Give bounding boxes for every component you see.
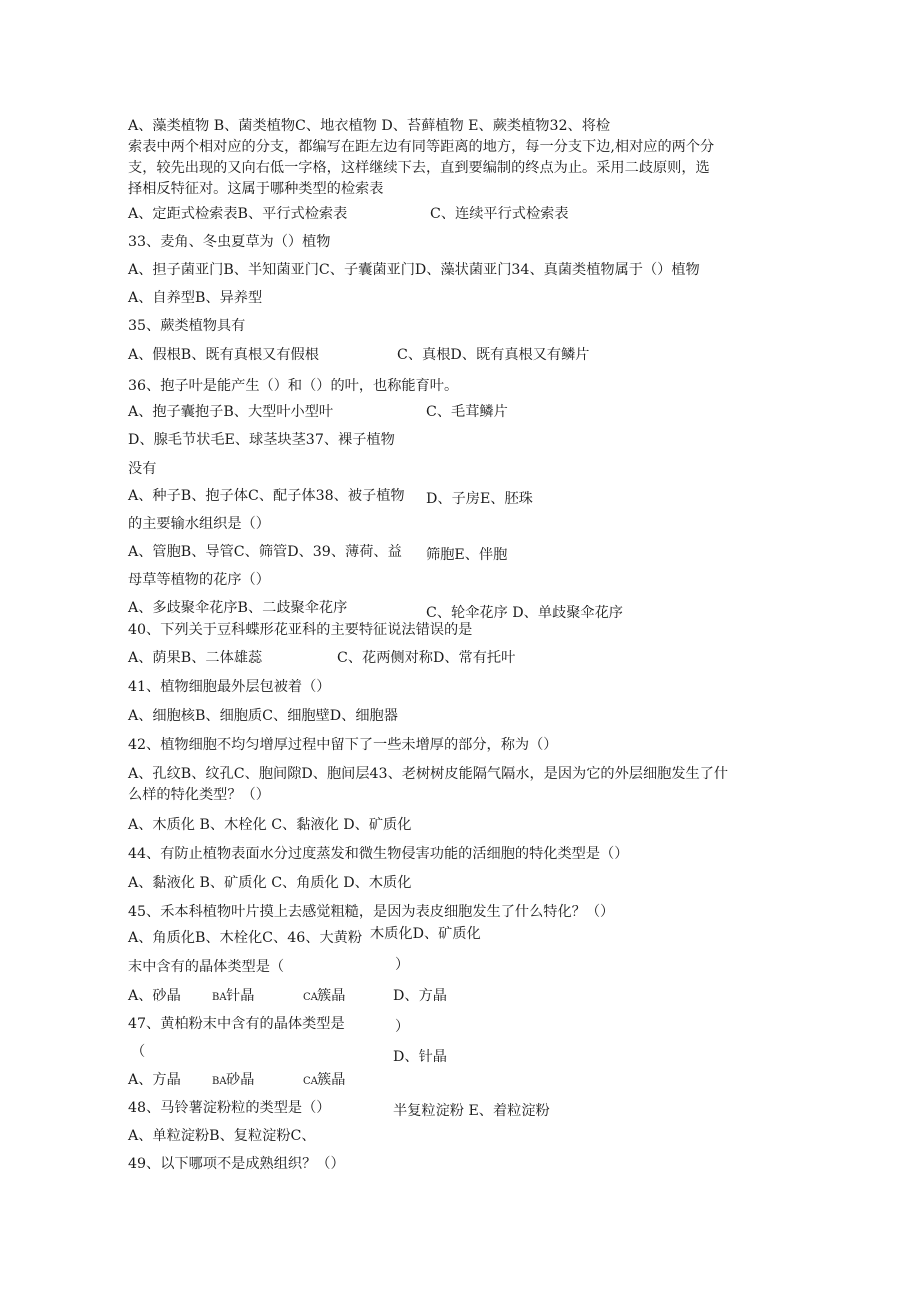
q46-option-c: 簇晶 — [317, 988, 346, 1004]
q39-options: A、多歧聚伞花序B、二歧聚伞花序 — [128, 600, 348, 616]
q34-options: A、自养型B、异养型 — [128, 290, 263, 306]
q31-options-q32-stem: A、藻类植物 B、菌类植物C、地衣植物 D、苔藓植物 E、蕨类植物32、将检 — [128, 118, 611, 134]
q47-option-b: 砂晶 — [226, 1072, 255, 1088]
q47-stem-close-paren: ） — [395, 1019, 410, 1035]
q47-option-c-marker: CA — [303, 1076, 318, 1087]
q32-text-line: 支，较先出现的又向右低一字格，这样继续下去，直到要编制的终点为止。采用二歧原则，选 — [128, 160, 710, 176]
q36-options-q37-stem: D、腺毛节状毛E、球茎块茎37、裸子植物 — [128, 432, 395, 448]
q44-stem: 44、有防止植物表面水分过度蒸发和微生物侵害功能的活细胞的特化类型是（） — [128, 846, 629, 862]
q40-stem: 40、下列关于豆科蝶形花亚科的主要特征说法错误的是 — [128, 622, 473, 638]
q48-options: A、单粒淀粉B、复粒淀粉C、 — [128, 1128, 316, 1144]
q44-options: A、黏液化 B、矿质化 C、角质化 D、木质化 — [128, 875, 412, 891]
q37-option-d-e: D、子房E、胚珠 — [426, 491, 533, 507]
q32-option-c: C、连续平行式检索表 — [430, 206, 569, 222]
q45-options-q46-stem: A、角质化B、木栓化C、46、大黄粉 — [128, 930, 363, 946]
q39-option-c-d-clipped: C、轮伞花序 D、单歧聚伞花序 — [426, 605, 623, 621]
q36-option-c: C、毛茸鳞片 — [426, 404, 508, 420]
q38-stem-cont: 的主要输水组织是（） — [128, 516, 270, 532]
q43-options: A、木质化 B、木栓化 C、黏液化 D、矿质化 — [128, 817, 412, 833]
q35-options: A、假根B、既有真根又有假根 — [128, 347, 319, 363]
q36-options: A、抱子囊抱子B、大型叶小型叶 — [128, 404, 334, 420]
q47-option-c: 簇晶 — [317, 1072, 346, 1088]
q32-text-line: 择相反特征对。这属于哪种类型的检索表 — [128, 181, 384, 197]
q41-options: A、细胞核B、细胞质C、细胞壁D、细胞器 — [128, 708, 398, 724]
q47-option-a: A、方晶 — [128, 1072, 181, 1088]
q37-stem-cont: 没有 — [128, 461, 157, 477]
q46-option-d: D、方晶 — [393, 988, 447, 1004]
q33-stem: 33、麦角、冬虫夏草为（）植物 — [128, 234, 331, 250]
q43-stem-cont: 么样的特化类型？（） — [128, 787, 270, 803]
q47-stem-open-paren: （ — [131, 1044, 146, 1060]
q47-option-b-marker: BA — [212, 1076, 227, 1087]
q42-options-q43-stem: A、孔纹B、纹孔C、胞间隙D、胞间层43、老树树皮能隔气隔水，是因为它的外层细胞发生了什 — [128, 766, 729, 782]
q46-option-b-marker: BA — [212, 992, 227, 1003]
q35-option-c-d: C、真根D、既有真根又有鳞片 — [397, 347, 590, 363]
q46-option-c-marker: CA — [303, 992, 318, 1003]
q38-options-q39-stem: A、管胞B、导管C、筛管D、39、薄荷、益 — [128, 544, 402, 560]
q32-options: A、定距式检索表B、平行式检索表 — [128, 206, 348, 222]
q47-option-d: D、针晶 — [393, 1049, 447, 1065]
q40-options: A、荫果B、二体雄蕊 — [128, 650, 263, 666]
q37-options-q38-stem: A、种子B、抱子体C、配子体38、被子植物 — [128, 488, 405, 504]
q46-stem-cont: 末中含有的晶体类型是（ — [128, 959, 285, 975]
q48-stem: 48、马铃薯淀粉粒的类型是（） — [128, 1100, 331, 1116]
q49-stem: 49、以下哪项不是成熟组织？（） — [128, 1156, 345, 1172]
q45-option-c-d: 木质化D、矿质化 — [370, 926, 481, 942]
q46-option-b: 针晶 — [226, 988, 255, 1004]
q42-stem: 42、植物细胞不均匀增厚过程中留下了一些未增厚的部分，称为（） — [128, 737, 558, 753]
q36-stem: 36、抱子叶是能产生（）和（）的叶，也称能育叶。 — [128, 378, 459, 394]
q47-stem: 47、黄柏粉末中含有的晶体类型是 — [128, 1016, 345, 1032]
q48-option-d-e-clipped: 半复粒淀粉 E、着粒淀粉 — [393, 1103, 550, 1119]
q35-stem: 35、蕨类植物具有 — [128, 318, 246, 334]
q46-option-a: A、砂晶 — [128, 988, 181, 1004]
q45-stem: 45、禾本科植物叶片摸上去感觉粗糙，是因为表皮细胞发生了什么特化？（） — [128, 904, 615, 920]
q32-text-line: 索表中两个相对应的分支，都编写在距左边有同等距离的地方，每一分支下边,相对应的两个分 — [128, 139, 715, 155]
q46-stem-close-paren: ） — [395, 957, 410, 973]
q39-stem-cont: 母草等植物的花序（） — [128, 572, 270, 588]
q38-option-d-e: 筛胞E、伴胞 — [426, 547, 508, 563]
q33-options-q34-stem: A、担子菌亚门B、半知菌亚门C、子囊菌亚门D、藻状菌亚门34、真菌类植物属于（）植物 — [128, 262, 700, 278]
q40-option-c-d: C、花两侧对称D、常有托叶 — [337, 650, 516, 666]
q41-stem: 41、植物细胞最外层包被着（） — [128, 679, 331, 695]
